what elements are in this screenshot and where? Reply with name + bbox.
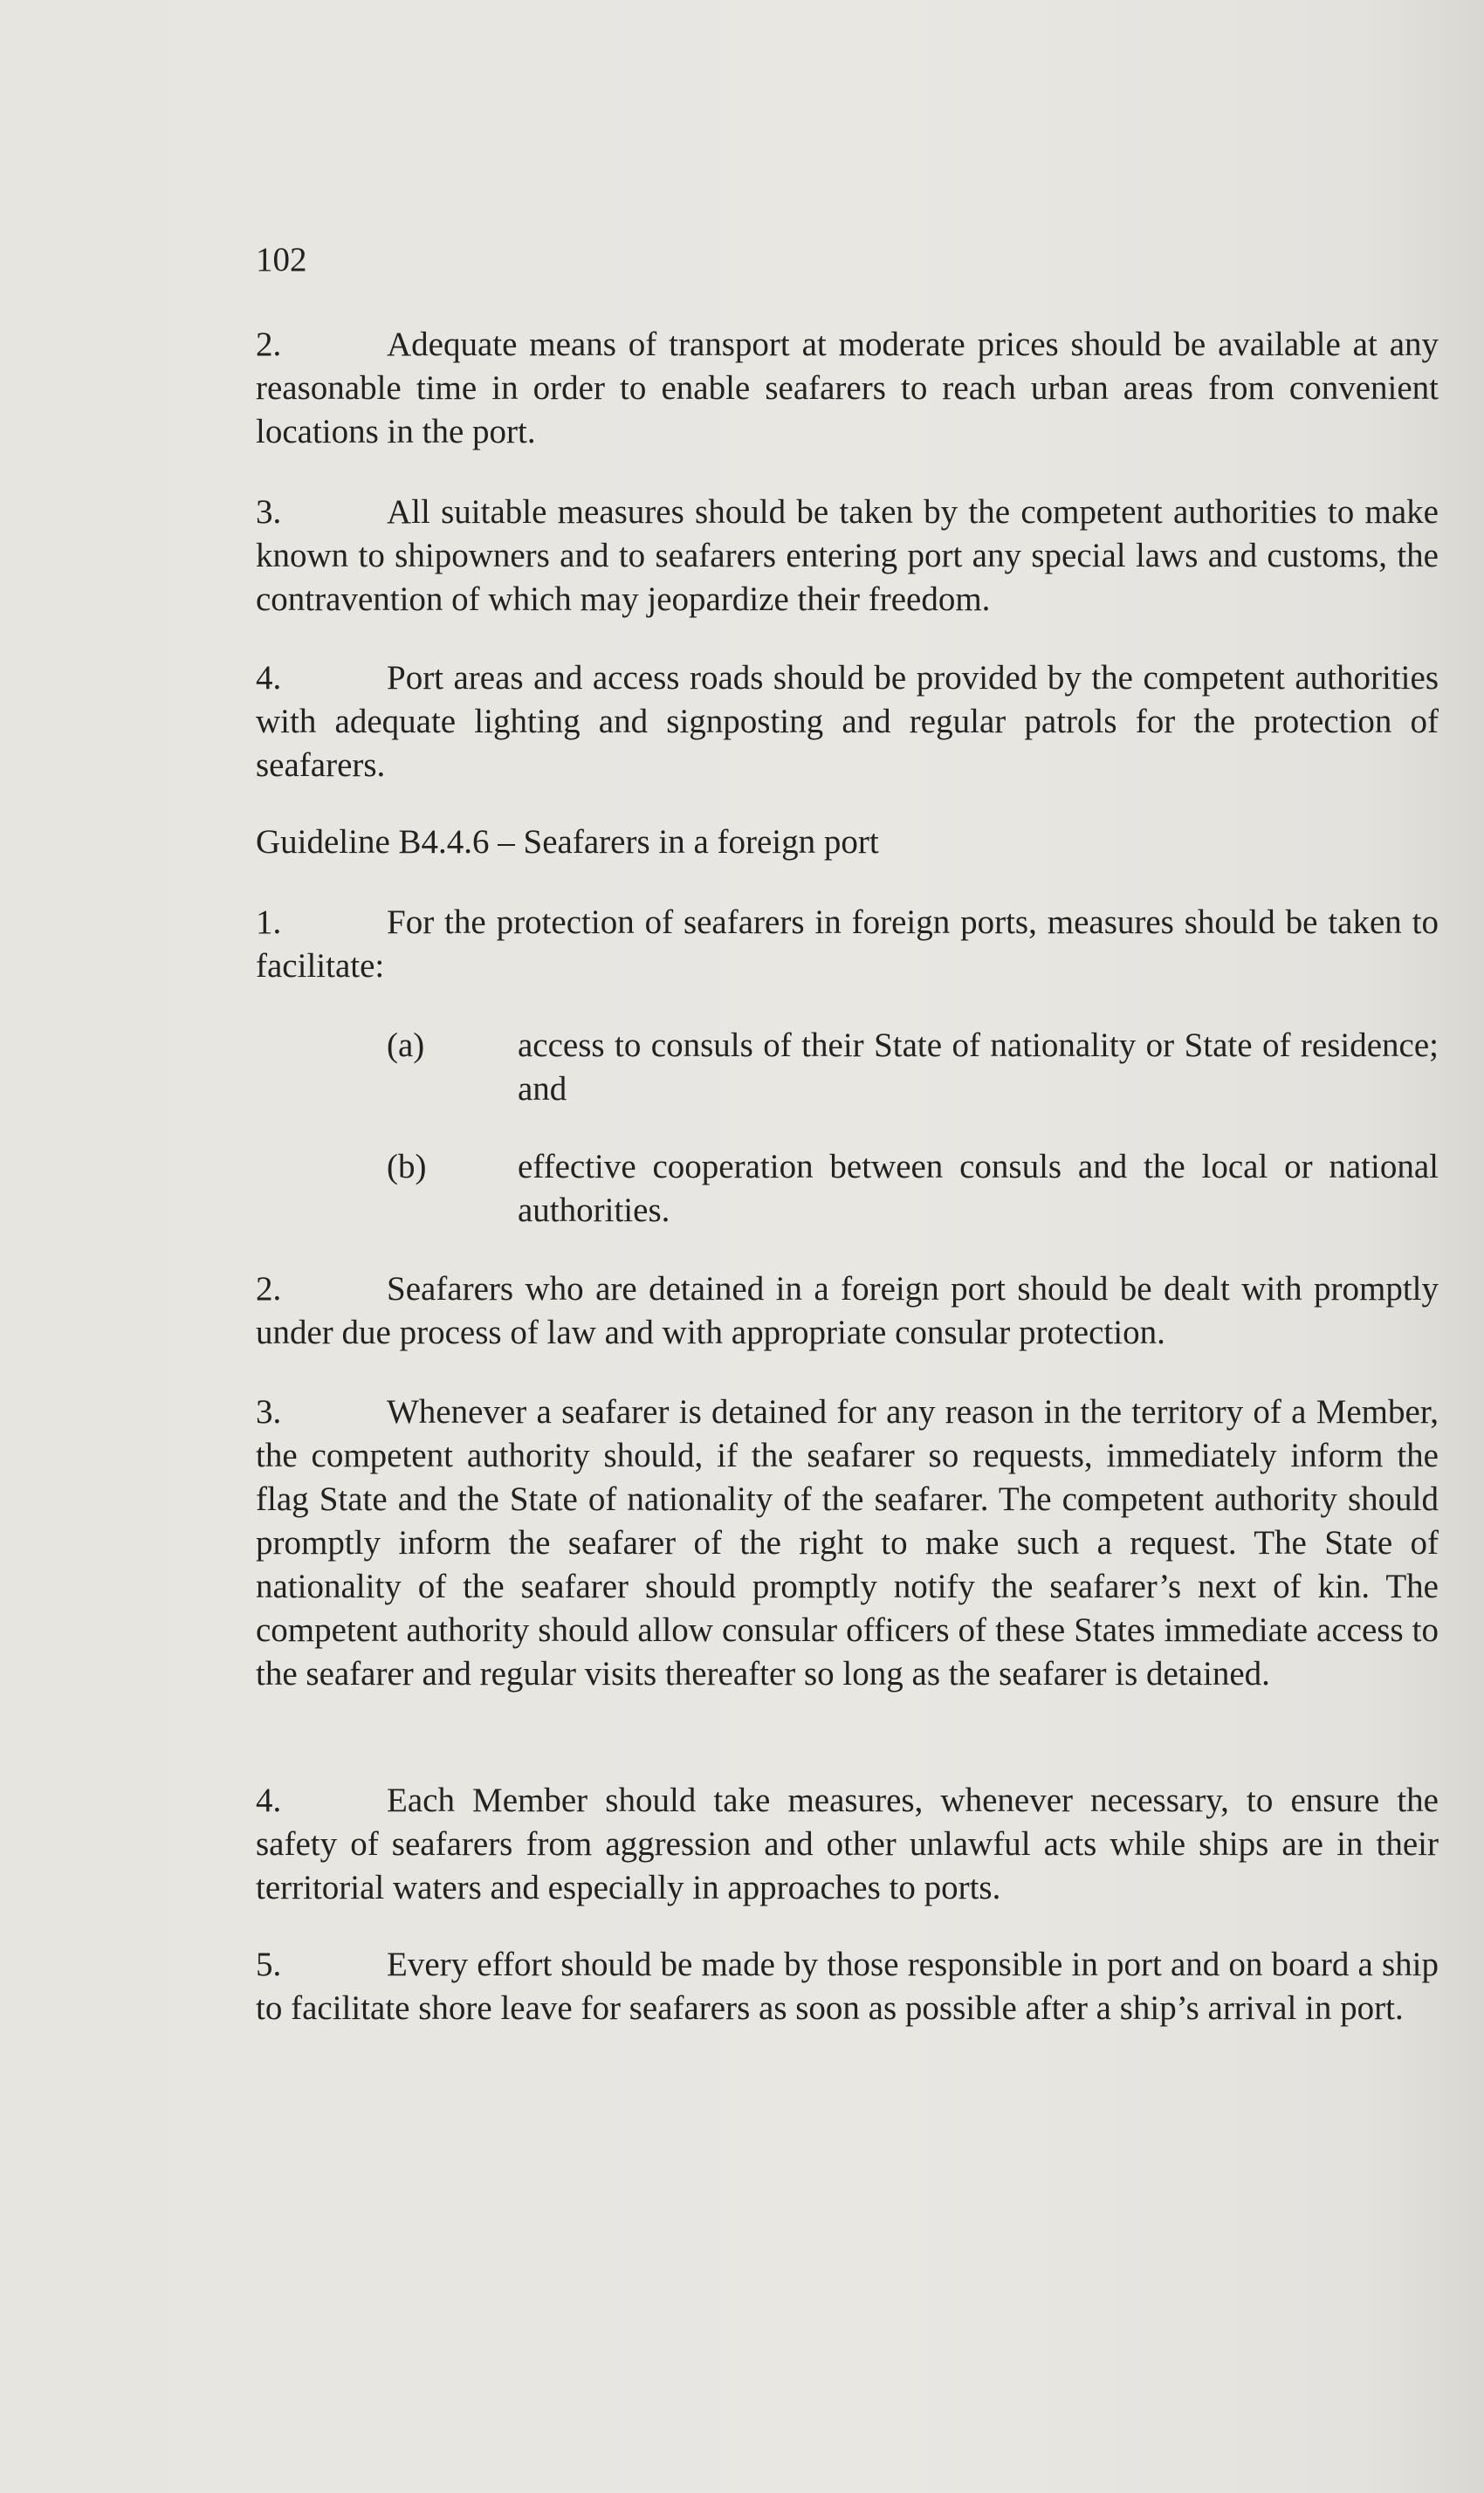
paragraph-4 (256, 656, 1439, 787)
paragraph-number: 2. (256, 326, 282, 363)
sub-item-a (387, 1024, 1439, 1111)
paragraph-number: 2. (256, 1270, 282, 1308)
guideline-paragraph-5 (256, 1943, 1439, 2030)
guideline-paragraph-2 (256, 1267, 1439, 1355)
paragraph-text: Port areas and access roads should be provided by the competent authorities with adequate lighting and signposting and regular patrols for the protection of seafarers. (256, 659, 1439, 784)
sub-item-text: effective cooperation between consuls and the local or national authorities. (518, 1148, 1439, 1229)
paragraph-text: All suitable measures should be taken by the competent authorities to make known to shipowners and to seafarers entering port any special laws and customs, the contravention of which may jeopardize their freedom. (256, 493, 1439, 618)
paragraph-number: 4. (256, 1782, 282, 1819)
paragraph-number: 1. (256, 903, 282, 941)
sub-item-label: (b) (387, 1148, 427, 1185)
paragraph-3 (256, 491, 1439, 622)
sub-item-b (387, 1145, 1439, 1233)
paragraph-number: 5. (256, 1946, 282, 1983)
sub-item-text: access to consuls of their State of nationality or State of residence; and (518, 1027, 1439, 1108)
paragraph-text: Every effort should be made by those responsible in port and on board a ship to facilitate shore leave for seafarers as soon as possible after a ship’s arrival in port. (256, 1946, 1439, 2027)
paragraph-text: Seafarers who are detained in a foreign port should be dealt with promptly under due process of law and with appropriate consular protection. (256, 1270, 1439, 1351)
page-number: 102 (256, 241, 307, 278)
sub-item-label: (a) (387, 1027, 425, 1064)
guideline-paragraph-4 (256, 1779, 1439, 1910)
paragraph-text: Each Member should take measures, whenever necessary, to ensure the safety of seafarers from aggression and other unlawful acts while ships are in their territorial waters and especially in approaches to ports. (256, 1782, 1439, 1906)
guideline-heading: Guideline B4.4.6 – Seafarers in a foreign port (256, 823, 879, 861)
paragraph-number: 4. (256, 659, 282, 697)
paragraph-number: 3. (256, 493, 282, 531)
guideline-paragraph-3 (256, 1391, 1439, 1696)
paragraph-text: For the protection of seafarers in foreign ports, measures should be taken to facilitate: (256, 903, 1439, 985)
paragraph-text: Whenever a seafarer is detained for any reason in the territory of a Member, the competent authority should, if the seafarer so requests, immediately inform the flag State and the State of nationality of the seafarer. The competent authority should promptly inform the seafarer of the right to make such a request. The State of nationality of the seafarer should promptly notify the seafarer’s next of kin. The competent authority should allow consular officers of these States immediate access to the seafarer and regular visits thereafter so long as the seafarer is detained. (256, 1393, 1439, 1693)
paragraph-2 (256, 323, 1439, 454)
guideline-paragraph-1 (256, 901, 1439, 988)
paragraph-number: 3. (256, 1393, 282, 1431)
paragraph-text: Adequate means of transport at moderate prices should be available at any reasonable time in order to enable seafarers to reach urban areas from convenient locations in the port. (256, 326, 1439, 450)
